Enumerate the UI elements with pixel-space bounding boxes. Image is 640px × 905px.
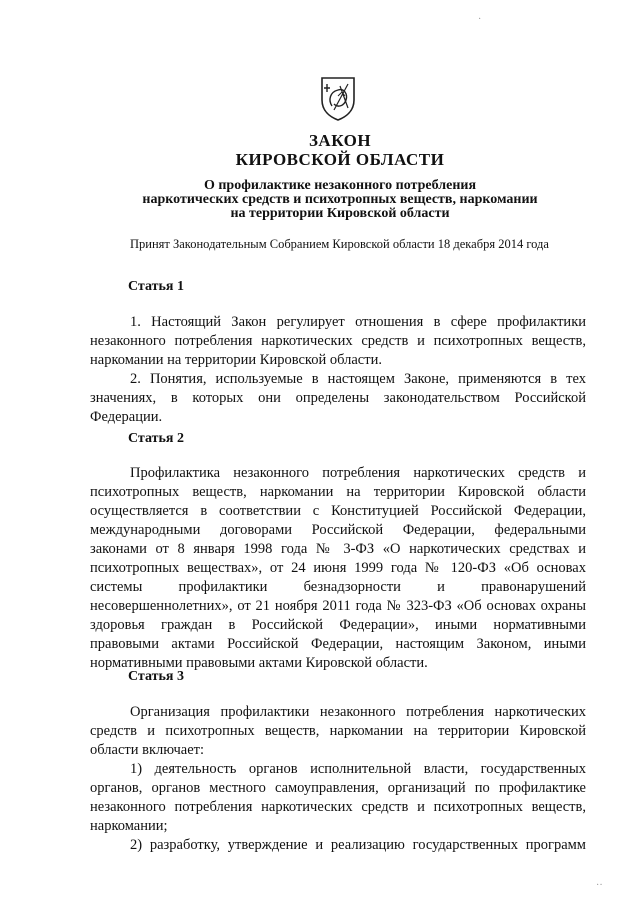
law-subject-line: на территории Кировской области (230, 206, 450, 221)
text-line: Организация профилактики незаконного потребления наркотических (130, 704, 586, 720)
coat-of-arms-emblem (318, 74, 358, 122)
article-paragraph (90, 760, 586, 836)
text-line: 2) разработку, утверждение и реализацию государственных программ (130, 837, 586, 853)
law-title-line1: ЗАКОН (308, 131, 372, 150)
text-line: наркомании на территории Кировской области. (90, 352, 382, 368)
text-line: органов, органов местного самоуправления, организаций по профилактике (90, 780, 586, 796)
text-line: Федерации. (90, 409, 163, 425)
text-line: психотропных веществ, наркомании на территории Кировской области (90, 484, 586, 500)
text-line: психотропных веществах», от 24 июня 1999 года № 120-ФЗ «Об основах (90, 560, 586, 576)
article-paragraph (90, 370, 586, 427)
law-title (100, 131, 580, 169)
text-line: области включает: (90, 742, 205, 758)
text-line: наркомании; (90, 818, 168, 834)
law-title-line2: КИРОВСКОЙ ОБЛАСТИ (235, 150, 445, 169)
text-line: 1) деятельность органов исполнительной власти, государственных (130, 761, 586, 777)
law-subject-line: наркотических средств и психотропных веществ, наркомании (142, 192, 538, 207)
article-heading: Статья 3 (128, 669, 184, 684)
text-line: незаконного потребления наркотических средств и психотропных веществ, (90, 799, 586, 815)
article-heading: Статья 2 (128, 431, 184, 446)
law-subject (100, 179, 580, 221)
text-line: правовыми актами Российской Федерации, настоящим Законом, иными (90, 636, 586, 652)
text-line: осуществляется в соответствии с Конституцией Российской Федерации, (90, 503, 586, 519)
text-line: незаконного потребления наркотических средств и психотропных веществ, (90, 333, 586, 349)
text-line: значениях, в которых они определены законодательством Российской (90, 390, 586, 406)
adoption-note: Принят Законодательным Собранием Кировской области 18 декабря 2014 года (130, 237, 549, 251)
text-line: здоровья граждан в Российской Федерации», иными нормативными (90, 617, 586, 633)
article-paragraph (90, 464, 586, 673)
text-line: международными договорами Российской Федерации, федеральными (90, 522, 586, 538)
text-line: средств и психотропных веществ, наркомании на территории Кировской (90, 723, 586, 739)
text-line: Профилактика незаконного потребления наркотических средств и (130, 465, 586, 481)
law-subject-line: О профилактике незаконного потребления (203, 178, 477, 193)
text-line: системы профилактики безнадзорности и правонарушений (90, 579, 586, 595)
text-line: 2. Понятия, используемые в настоящем Законе, применяются в тех (130, 371, 586, 387)
text-line: несовершеннолетних», от 21 ноября 2011 года № 323-ФЗ «Об основах охраны (90, 598, 586, 614)
article-paragraph (90, 703, 586, 760)
article-paragraph (90, 836, 586, 855)
article-paragraph (90, 313, 586, 370)
scan-speck: · (478, 14, 482, 25)
text-line: нормативными правовыми актами Кировской области. (90, 655, 428, 671)
scan-speck: ·· (596, 880, 603, 891)
text-line: 1. Настоящий Закон регулирует отношения в сфере профилактики (130, 314, 586, 330)
text-line: законами от 8 января 1998 года № 3-ФЗ «О наркотических средствах и (90, 541, 586, 557)
article-heading: Статья 1 (128, 279, 184, 294)
